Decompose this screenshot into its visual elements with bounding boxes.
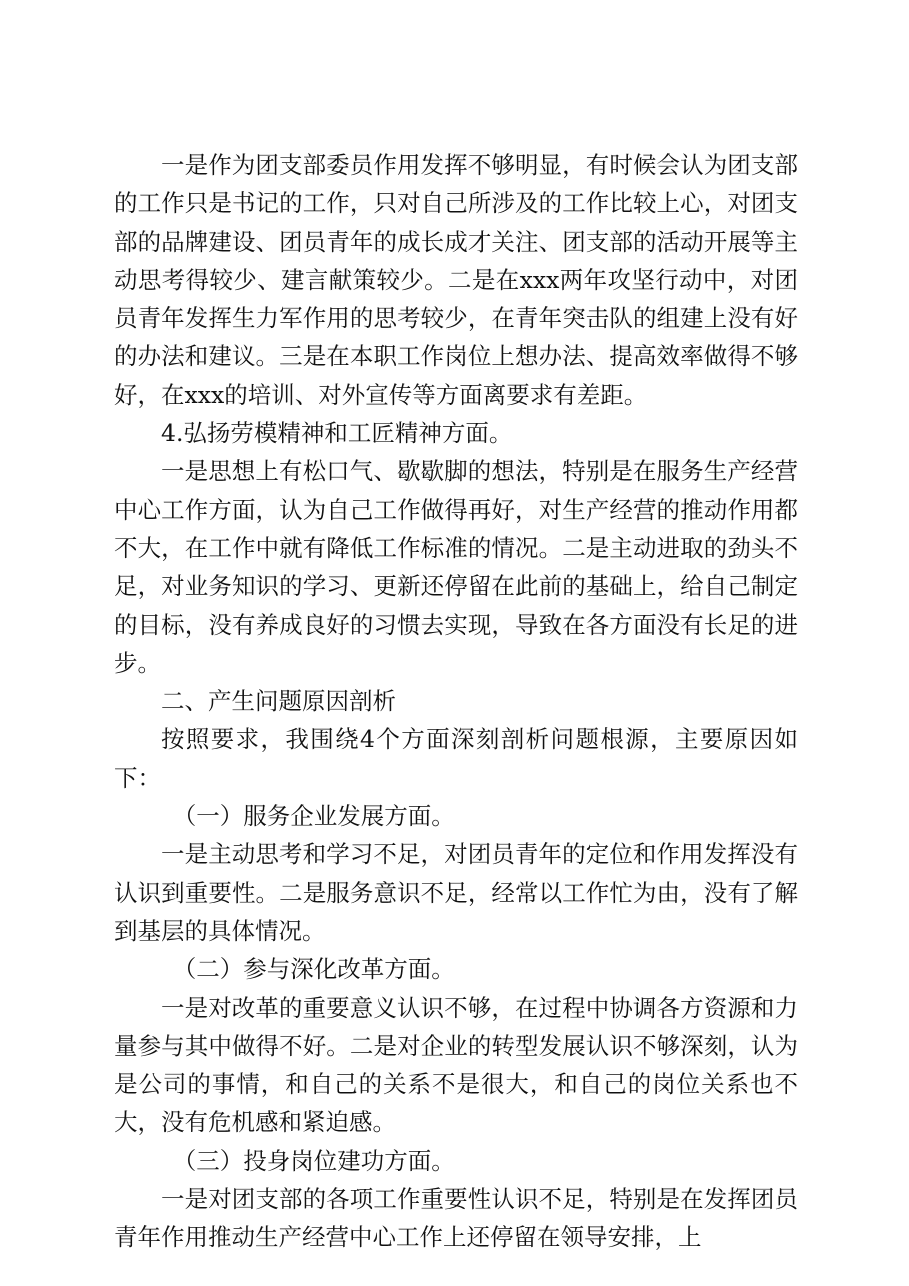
subheading-3: （三）投身岗位建功方面。: [172, 1146, 455, 1175]
paragraph-2: 一是思想上有松口气、歇歇脚的想法，特别是在服务生产经营中心工作方面，认为自己工作做得再好，对生产经营的推动作用都不大，在工作中就有降低工作标准的情况。二是主动进取的劲头不足，对业务知识的学习、更新还停留在此前的基础上，给自己制定的目标，没有养成良好的习惯去实现，导致在各方面没有长足的进步。: [114, 457, 798, 677]
section-heading-4: 4.弘扬劳模精神和工匠精神方面。: [161, 419, 513, 448]
paragraph-4: 一是主动思考和学习不足，对团员青年的定位和作用发挥没有认识到重要性。二是服务意识不足，经常以工作忙为由，没有了解到基层的具体情况。: [114, 840, 798, 945]
subheading-1: （一）服务企业发展方面。: [172, 802, 455, 831]
document-body: [114, 146, 798, 1257]
subheading-2: （二）参与深化改革方面。: [172, 955, 455, 984]
section-heading-2: 二、产生问题原因剖析: [161, 687, 396, 716]
paragraph-6: 一是对团支部的各项工作重要性认识不足，特别是在发挥团员青年作用推动生产经营中心工作上还停留在领导安排，上: [114, 1185, 798, 1252]
paragraph-5: 一是对改革的重要意义认识不够，在过程中协调各方资源和力量参与其中做得不好。二是对企业的转型发展认识不够深刻，认为是公司的事情，和自己的关系不是很大，和自己的岗位关系也不大，没有危机感和紧迫感。: [114, 993, 798, 1137]
paragraph-3: 按照要求，我围绕4个方面深刻剖析问题根源，主要原因如下：: [114, 725, 798, 792]
paragraph-1: 一是作为团支部委员作用发挥不够明显，有时候会认为团支部的工作只是书记的工作，只对自己所涉及的工作比较上心，对团支部的品牌建设、团员青年的成长成才关注、团支部的活动开展等主动思考得较少、建言献策较少。二是在xxx两年攻坚行动中，对团员青年发挥生力军作用的思考较少，在青年突击队的组建上没有好的办法和建议。三是在本职工作岗位上想办法、提高效率做得不够好，在xxx的培训、对外宣传等方面离要求有差距。: [114, 151, 798, 409]
